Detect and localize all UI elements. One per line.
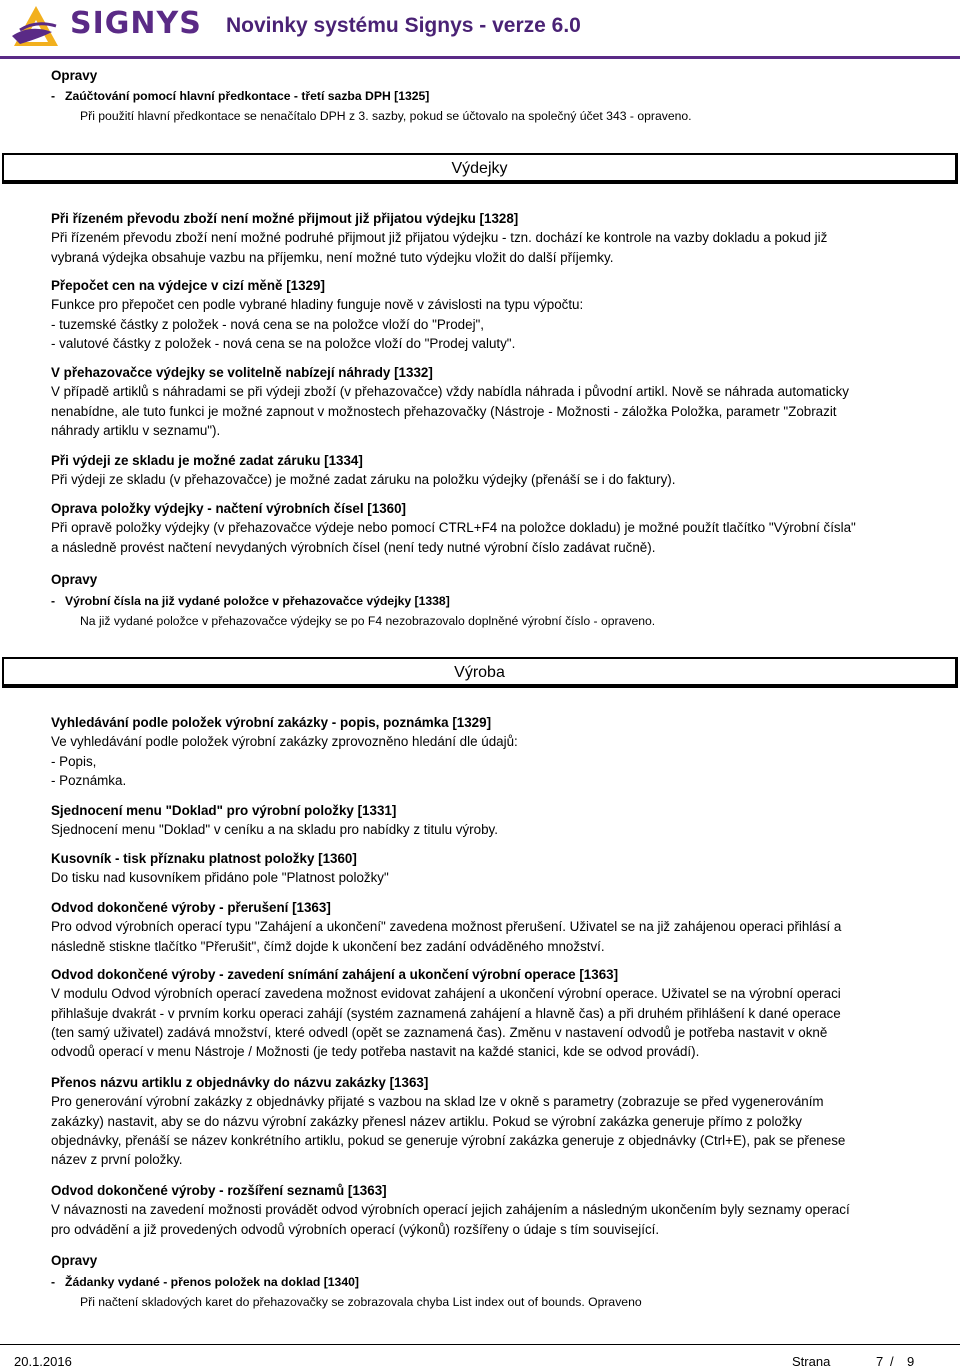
footer-date: 20.1.2016 — [14, 1354, 72, 1369]
section-header-vyroba — [2, 657, 958, 688]
fix-title: - Žádanky vydané - přenos položek na doklad [1340] — [51, 1273, 923, 1292]
entry-line: (ten samý uživatel) zadává množství, které odvedl (opět se zaznamená čas). Změnu v nastavení odvodů je potřeba nastavit v okně — [51, 1024, 828, 1040]
entry-title: Odvod dokončené výroby - přerušení [1363] — [51, 900, 331, 915]
entry-line: Při opravě položky výdejky (v přehazovačce výdeje nebo pomocí CTRL+F4 na položce dokladu) je možné použít tlačítko "Výrobní čísla" — [51, 520, 856, 536]
top-fixes — [51, 66, 923, 126]
fix-title: - Výrobní čísla na již vydané položce v přehazovačce výdejky [1338] — [51, 592, 923, 611]
signys-logo — [6, 2, 202, 52]
vydejky-entry — [51, 451, 923, 490]
fixes-heading: Opravy — [51, 1253, 98, 1268]
entry-line: přihlašuje dvakrát - v prvním korku operaci zahájí (systém zaznamená zahájení a hlavně čas) a při druhém přihlášení k dané operace — [51, 1005, 841, 1021]
vyroba-entry — [51, 849, 923, 888]
footer-page-total: 9 — [907, 1354, 915, 1369]
entry-title: Sjednocení menu "Doklad" pro výrobní položky [1331] — [51, 803, 397, 818]
entry-line: následně stiskne tlačítko "Přerušit", čímž dojde k ukončení bez zadání odváděného množství. — [51, 938, 605, 954]
vyroba-entry — [51, 1181, 923, 1239]
entry-line: náhrady artiklu v seznamu"). — [51, 422, 221, 438]
vydejky-entry — [51, 363, 923, 440]
header-divider — [0, 56, 960, 59]
section-header-vydejky — [2, 153, 958, 184]
fixes-heading: Opravy — [51, 68, 98, 83]
vyroba-entry — [51, 801, 923, 840]
entry-line: zakázky) nastavit, aby se do názvu výrobní zakázky přenesl název artiklu. Pokud se výrobní zakázka generuje přímo z položky — [51, 1113, 802, 1129]
vydejky-entry — [51, 499, 923, 557]
entry-title: Oprava položky výdejky - načtení výrobních čísel [1360] — [51, 501, 406, 516]
entry-title: Odvod dokončené výroby - zavedení snímání zahájení a ukončení výrobní operace [1363] — [51, 967, 619, 982]
footer-page-current: 7 — [876, 1354, 884, 1369]
entry-line: Ve vyhledávání podle položek výrobní zakázky zprovozněno hledání dle údajů: — [51, 734, 518, 750]
entry-line: Při výdeji ze skladu (v přehazovačce) je možné zadat záruku na položku výdejky (přenáší se i do faktury). — [51, 472, 676, 488]
entry-title: Odvod dokončené výroby - rozšíření seznamů [1363] — [51, 1183, 387, 1198]
entry-line: odvodů operací v menu Nástroje / Možnosti (je tedy potřeba nastavit na každé stanici, kde se odvod provádí). — [51, 1044, 700, 1060]
entry-line: nenabídne, ale tuto funkci je možné zapnout v možnostech přehazovačky (Nástroje - Možnosti - záložka Položka, parametr "Zobrazit — [51, 403, 837, 419]
footer-divider — [0, 1344, 960, 1345]
entry-line: Funkce pro přepočet cen podle vybrané hladiny funguje nově v závislosti na typu výpočtu: — [51, 297, 584, 313]
fix-description: Při použití hlavní předkontace se nenačítalo DPH z 3. sazby, pokud se účtovalo na společný účet 343 - opraveno. — [80, 108, 692, 123]
entry-line: - Popis, — [51, 753, 97, 769]
entry-line: V modulu Odvod výrobních operací zavedena možnost evidovat zahájení a ukončení výrobní operace. Uživatel se na výrobní operaci — [51, 986, 841, 1002]
fixes-heading: Opravy — [51, 572, 98, 587]
entry-line: objednávky, přenáší se název konkrétního artiklu, pokud se generuje výrobní zakázka generuje z objednávky (Ctrl+E), pak se přenese — [51, 1132, 846, 1148]
fix-title: - Zaúčtování pomocí hlavní předkontace - třetí sazba DPH [1325] — [51, 87, 923, 106]
entry-line: název z první položky. — [51, 1152, 183, 1168]
entry-line: V návaznosti na zavedení možnosti provádět odvod výrobních operací jejich zahájením a následným ukončením byly seznamy operací — [51, 1202, 850, 1218]
vyroba-fixes — [51, 1251, 923, 1312]
entry-title: Při výdeji ze skladu je možné zadat záruku [1334] — [51, 453, 363, 468]
vyroba-entry — [51, 1073, 923, 1169]
entry-line: a následně provést načtení nevydaných výrobních čísel (není tedy nutné výrobní číslo zadávat ručně). — [51, 539, 656, 555]
entry-line: vybraná výdejka obsahuje vazbu na příjemku, není možné tuto výdejku vložit do další příjemky. — [51, 249, 614, 265]
page-header — [0, 0, 960, 56]
vyroba-entry — [51, 965, 923, 1061]
entry-line: Při řízeném převodu zboží není možné podruhé přijmout již přijatou výdejku - tzn. dochází ke kontrole na vazby dokladu a pokud již — [51, 230, 828, 246]
vydejky-entry — [51, 276, 923, 353]
section-title: Výroba — [454, 664, 505, 681]
entry-title: Při řízeném převodu zboží není možné přijmout již přijatou výdejku [1328] — [51, 211, 519, 226]
entry-line: - tuzemské částky z položek - nová cena se na položce vloží do "Prodej", — [51, 316, 485, 332]
entry-title: Přenos názvu artiklu z objednávky do názvu zakázky [1363] — [51, 1075, 429, 1090]
section-title: Výdejky — [451, 160, 508, 177]
entry-line: Pro generování výrobní zakázky z objednávky přijaté s vazbou na sklad lze v okně s parametry (zobrazuje se před vygenerováním — [51, 1094, 824, 1110]
entry-line: Sjednocení menu "Doklad" v ceníku a na skladu pro nabídky z titulu výroby. — [51, 822, 498, 838]
entry-title: Kusovník - tisk příznaku platnost položky [1360] — [51, 851, 357, 866]
fix-description: Na již vydané položce v přehazovačce výdejky se po F4 nezobrazovalo doplněné výrobní číslo - opraveno. — [80, 613, 656, 628]
logo-mark-icon — [6, 2, 68, 52]
vydejky-fixes — [51, 570, 923, 631]
fix-description: Při načtení skladových karet do přehazovačky se zobrazovala chyba List index out of bounds. Opraveno — [80, 1294, 642, 1309]
entry-title: V přehazovačce výdejky se volitelně nabízejí náhrady [1332] — [51, 365, 433, 380]
entry-line: Pro odvod výrobních operací typu "Zahájení a ukončení" zavedena možnost přerušení. Uživatel se na již zahájenou operaci přihlásí a — [51, 919, 842, 935]
document-title: Novinky systému Signys - verze 6.0 — [226, 14, 581, 37]
entry-title: Vyhledávání podle položek výrobní zakázky - popis, poznámka [1329] — [51, 715, 492, 730]
footer-page-label: Strana — [792, 1354, 831, 1369]
vydejky-entry — [51, 209, 923, 267]
vyroba-entry — [51, 898, 923, 956]
entry-line: Do tisku nad kusovníkem přidáno pole "Platnost položky" — [51, 870, 389, 886]
entry-line: - Poznámka. — [51, 772, 127, 788]
entry-line: pro odvádění a již provedených odvodů výrobních operací (výkonů) rozšířeny o údaje s tím související. — [51, 1221, 660, 1237]
logo-text: SIGNYS — [70, 6, 202, 41]
entry-line: V případě artiklů s náhradami se při výdeji zboží (v přehazovačce) vždy nabídla náhrada i původní artikl. Nově se náhrada automaticky — [51, 384, 849, 400]
entry-title: Přepočet cen na výdejce v cizí měně [1329] — [51, 278, 325, 293]
footer-page-separator: / — [890, 1354, 894, 1369]
entry-line: - valutové částky z položek - nová cena se na položce vloží do "Prodej valuty". — [51, 335, 516, 351]
vyroba-entry — [51, 713, 923, 790]
